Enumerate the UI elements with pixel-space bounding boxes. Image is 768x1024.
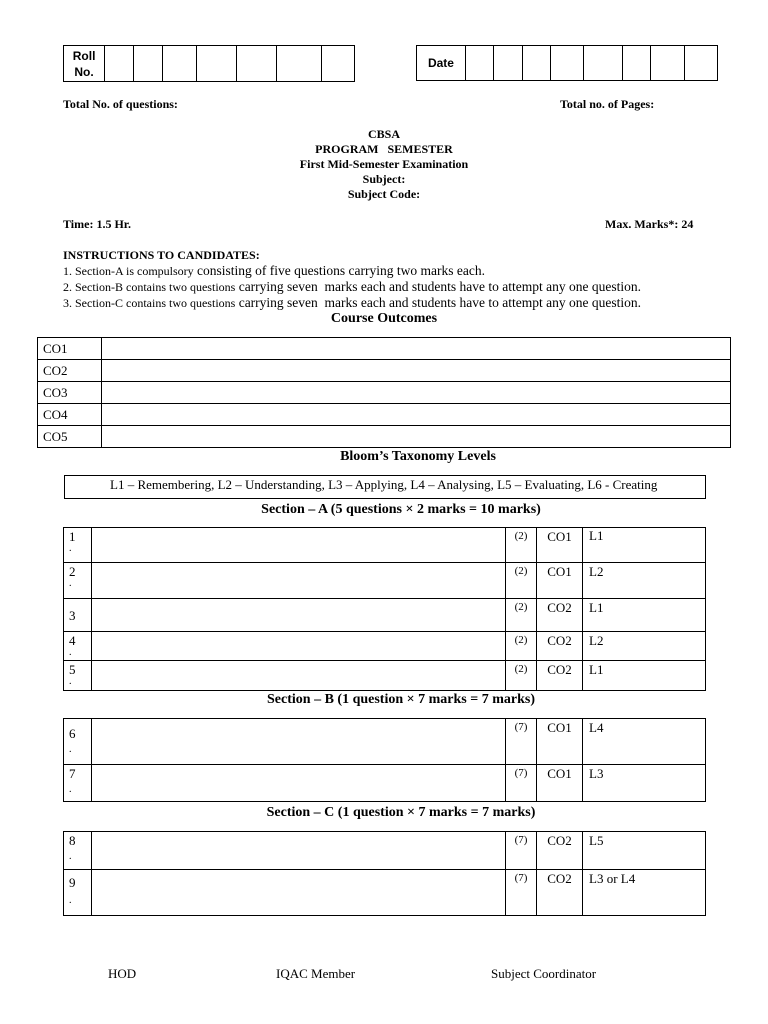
- roll-number-label: Roll No.: [64, 46, 105, 82]
- question-number: 3: [64, 599, 92, 632]
- question-co: CO1: [537, 563, 583, 599]
- co-description-cell[interactable]: [102, 360, 731, 382]
- question-text-cell[interactable]: [92, 870, 506, 916]
- table-row: [64, 832, 706, 870]
- table-row: [38, 360, 731, 382]
- question-co: CO1: [537, 719, 583, 765]
- question-text-cell[interactable]: [92, 661, 506, 691]
- date-digit-cell[interactable]: [685, 46, 718, 81]
- question-co: CO1: [537, 765, 583, 802]
- date-digit-cell[interactable]: [465, 46, 493, 81]
- table-row: [64, 528, 706, 563]
- table-row: [38, 426, 731, 448]
- instructions-heading: INSTRUCTIONS TO CANDIDATES:: [63, 248, 260, 262]
- date-digit-cell[interactable]: [493, 46, 522, 81]
- subject-code-label: Subject Code:: [347, 187, 421, 201]
- table-row: [64, 632, 706, 661]
- question-text-cell[interactable]: [92, 528, 506, 563]
- question-co: CO2: [537, 870, 583, 916]
- date-digit-cell[interactable]: [522, 46, 550, 81]
- question-number: 1 .: [64, 528, 92, 563]
- question-marks: (2): [506, 599, 537, 632]
- co-description-cell[interactable]: [102, 382, 731, 404]
- question-text-cell[interactable]: [92, 765, 506, 802]
- bloom-levels-box: L1 – Remembering, L2 – Understanding, L3 – Applying, L4 – Analysing, L5 – Evaluating, L6 - Creating: [64, 475, 706, 499]
- roll-digit-cell[interactable]: [197, 46, 236, 82]
- exam-title-block: [0, 127, 768, 202]
- question-number: 9 .: [64, 870, 92, 916]
- table-row: [64, 719, 706, 765]
- question-co: CO2: [537, 661, 583, 691]
- question-level: L2: [583, 632, 706, 661]
- table-row: [64, 599, 706, 632]
- program-semester: PROGRAM SEMESTER: [315, 142, 453, 156]
- co-description-cell[interactable]: [102, 404, 731, 426]
- question-co: CO2: [537, 599, 583, 632]
- question-level: L5: [583, 832, 706, 870]
- question-marks: (2): [506, 563, 537, 599]
- signature-iqac-member: IQAC Member: [276, 966, 356, 981]
- total-pages-label: Total no. of Pages:: [560, 97, 655, 111]
- question-text-cell[interactable]: [92, 832, 506, 870]
- date-digit-cell[interactable]: [550, 46, 584, 81]
- section-a-title: Section – A (5 questions × 2 marks = 10 marks): [261, 502, 541, 517]
- section-c-title: Section – C (1 question × 7 marks = 7 marks): [266, 805, 536, 820]
- roll-digit-cell[interactable]: [134, 46, 163, 82]
- question-marks: (7): [506, 832, 537, 870]
- co-key: CO1: [38, 338, 102, 360]
- table-row: [64, 765, 706, 802]
- question-number: 8 .: [64, 832, 92, 870]
- date-digit-cell[interactable]: [584, 46, 623, 81]
- question-text-cell[interactable]: [92, 563, 506, 599]
- date-digit-cell[interactable]: [651, 46, 685, 81]
- question-marks: (7): [506, 719, 537, 765]
- question-co: CO1: [537, 528, 583, 563]
- exam-name: First Mid-Semester Examination: [299, 157, 469, 171]
- roll-digit-cell[interactable]: [321, 46, 354, 82]
- table-row: [38, 382, 731, 404]
- question-number: 7 .: [64, 765, 92, 802]
- question-text-cell[interactable]: [92, 719, 506, 765]
- question-level: L3: [583, 765, 706, 802]
- signature-subject-coordinator: Subject Coordinator: [491, 966, 597, 981]
- date-label: Date: [417, 46, 466, 81]
- section-b-table: [63, 718, 706, 802]
- question-level: L3 or L4: [583, 870, 706, 916]
- question-co: CO2: [537, 632, 583, 661]
- co-key: CO4: [38, 404, 102, 426]
- question-level: L1: [583, 599, 706, 632]
- date-digit-cell[interactable]: [623, 46, 651, 81]
- question-text-cell[interactable]: [92, 599, 506, 632]
- co-key: CO5: [38, 426, 102, 448]
- question-marks: (7): [506, 870, 537, 916]
- co-description-cell[interactable]: [102, 426, 731, 448]
- roll-digit-cell[interactable]: [276, 46, 321, 82]
- question-co: CO2: [537, 832, 583, 870]
- bloom-title: Bloom’s Taxonomy Levels: [340, 449, 496, 464]
- table-row: [64, 563, 706, 599]
- instructions: [63, 247, 743, 311]
- instruction-item: 1. Section-A is compulsory consisting of five questions carrying two marks each.: [63, 263, 485, 278]
- section-b-title: Section – B (1 question × 7 marks = 7 marks): [267, 692, 535, 707]
- table-row: [64, 870, 706, 916]
- co-key: CO2: [38, 360, 102, 382]
- question-marks: (2): [506, 528, 537, 563]
- table-row: [38, 338, 731, 360]
- question-level: L4: [583, 719, 706, 765]
- question-marks: (2): [506, 632, 537, 661]
- institute-name: CBSA: [367, 127, 400, 141]
- instruction-item: 2. Section-B contains two questions carrying seven marks each and students have to attempt any one question.: [63, 279, 641, 294]
- date-box: [416, 45, 718, 81]
- roll-number-box: [63, 45, 355, 82]
- question-marks: (7): [506, 765, 537, 802]
- question-number: 5 .: [64, 661, 92, 691]
- question-text-cell[interactable]: [92, 632, 506, 661]
- co-key: CO3: [38, 382, 102, 404]
- co-description-cell[interactable]: [102, 338, 731, 360]
- question-number: 6 .: [64, 719, 92, 765]
- signature-hod: HOD: [108, 966, 137, 981]
- roll-digit-cell[interactable]: [236, 46, 276, 82]
- table-row: [38, 404, 731, 426]
- time-label: Time: 1.5 Hr.: [63, 217, 131, 231]
- section-c-table: [63, 831, 706, 916]
- roll-digit-cell[interactable]: [105, 46, 134, 82]
- question-level: L1: [583, 661, 706, 691]
- max-marks-label: Max. Marks*: 24: [605, 217, 694, 231]
- course-outcomes-title: Course Outcomes: [330, 311, 438, 326]
- question-number: 4 .: [64, 632, 92, 661]
- section-a-table: [63, 527, 706, 691]
- instruction-item: 3. Section-C contains two questions carrying seven marks each and students have to attempt any one question.: [63, 295, 641, 310]
- course-outcomes-table: [37, 337, 731, 448]
- table-row: [64, 661, 706, 691]
- total-questions-label: Total No. of questions:: [63, 97, 178, 111]
- question-number: 2 .: [64, 563, 92, 599]
- question-marks: (2): [506, 661, 537, 691]
- subject-label: Subject:: [362, 172, 406, 186]
- question-level: L1: [583, 528, 706, 563]
- roll-digit-cell[interactable]: [163, 46, 197, 82]
- question-level: L2: [583, 563, 706, 599]
